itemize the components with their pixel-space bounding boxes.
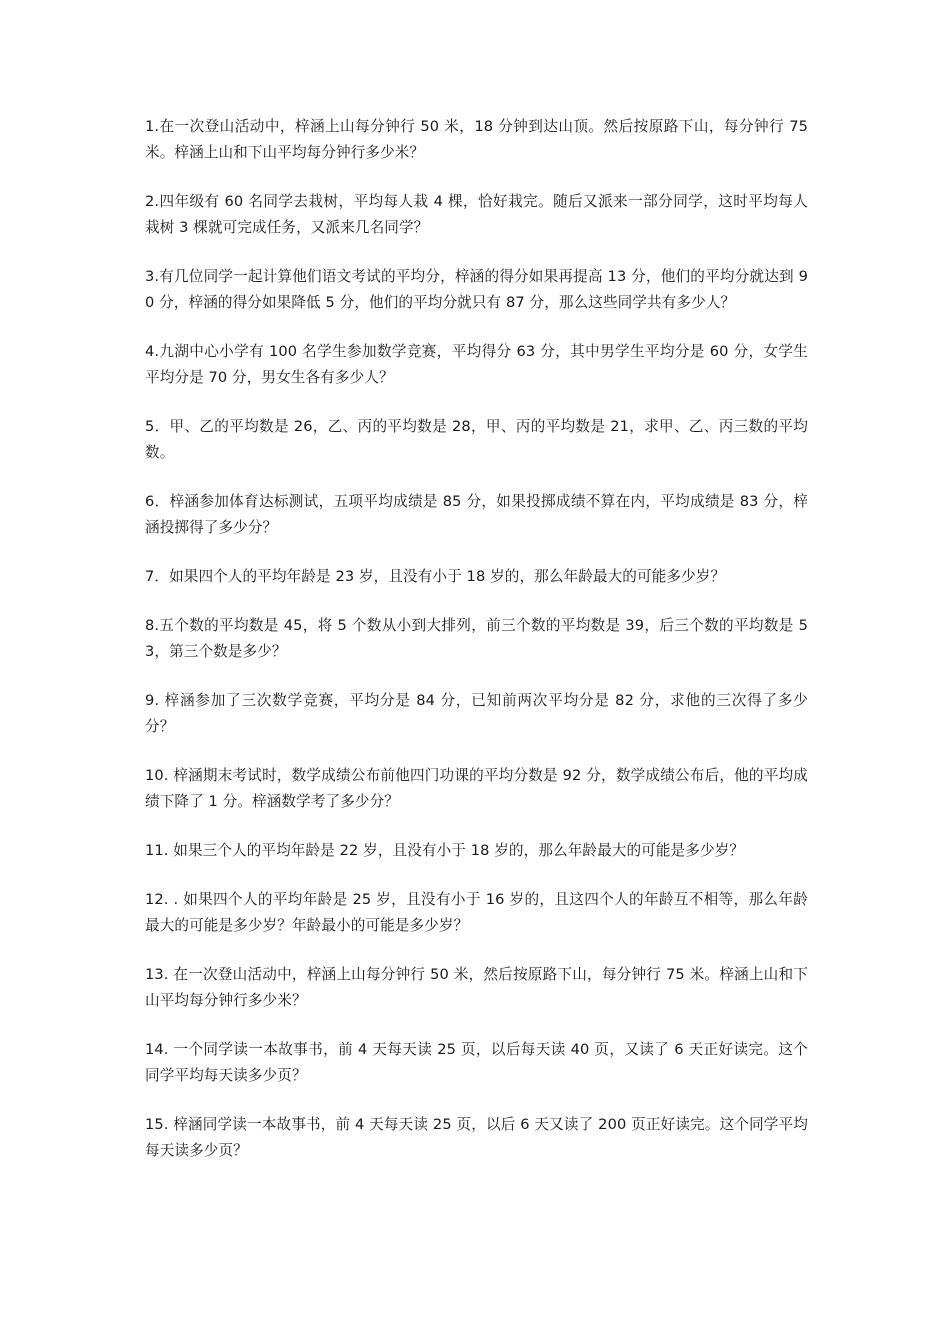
problem-12: 12. . 如果四个人的平均年龄是 25 岁，且没有小于 16 岁的，且这四个人的年龄互不相等，那么年龄最大的可能是多少岁？年龄最小的可能是多少岁？ <box>145 891 808 934</box>
problem-10: 10. 梓涵期末考试时，数学成绩公布前他四门功课的平均分数是 92 分，数学成绩公布后，他的平均成绩下降了 1 分。梓涵数学考了多少分？ <box>145 767 808 810</box>
problem-14: 14. 一个同学读一本故事书，前 4 天每天读 25 页，以后每天读 40 页，又读了 6 天正好读完。这个同学平均每天读多少页？ <box>145 1041 808 1084</box>
problem-9: 9. 梓涵参加了三次数学竞赛，平均分是 84 分，已知前两次平均分是 82 分，求他的三次得了多少分？ <box>145 692 808 735</box>
problem-11: 11. 如果三个人的平均年龄是 22 岁，且没有小于 18 岁的，那么年龄最大的可能是多少岁？ <box>145 842 745 859</box>
problem-13: 13. 在一次登山活动中，梓涵上山每分钟行 50 米，然后按原路下山，每分钟行 75 米。梓涵上山和下山平均每分钟行多少米？ <box>145 966 808 1009</box>
problem-8: 8.五个数的平均数是 45，将 5 个数从小到大排列，前三个数的平均数是 39，后三个数的平均数是 53，第三个数是多少？ <box>145 617 808 660</box>
problem-15: 15. 梓涵同学读一本故事书，前 4 天每天读 25 页，以后 6 天又读了 200 页正好读完。这个同学平均每天读多少页？ <box>145 1116 808 1159</box>
problem-2: 2.四年级有 60 名同学去栽树，平均每人栽 4 棵，恰好栽完。随后又派来一部分同学，这时平均每人栽树 3 棵就可完成任务，又派来几名同学？ <box>145 193 808 236</box>
problem-1: 1.在一次登山活动中，梓涵上山每分钟行 50 米，18 分钟到达山顶。然后按原路下山，每分钟行 75 米。梓涵上山和下山平均每分钟行多少米？ <box>145 118 808 161</box>
problem-6: 6．梓涵参加体育达标测试，五项平均成绩是 85 分，如果投掷成绩不算在内，平均成绩是 83 分，梓涵投掷得了多少分？ <box>145 493 808 536</box>
problem-3: 3.有几位同学一起计算他们语文考试的平均分，梓涵的得分如果再提高 13 分，他们的平均分就达到 90 分，梓涵的得分如果降低 5 分，他们的平均分就只有 87 分，那么这些同学共有多少人？ <box>145 268 808 311</box>
problem-list <box>145 114 808 1187</box>
problem-5: 5．甲、乙的平均数是 26，乙、丙的平均数是 28，甲、丙的平均数是 21，求甲、乙、丙三数的平均数。 <box>145 418 808 461</box>
problem-4: 4.九湖中心小学有 100 名学生参加数学竞赛，平均得分 63 分，其中男学生平均分是 60 分，女学生平均分是 70 分，男女生各有多少人？ <box>145 343 808 386</box>
problem-7: 7．如果四个人的平均年龄是 23 岁，且没有小于 18 岁的，那么年龄最大的可能多少岁？ <box>145 568 726 585</box>
